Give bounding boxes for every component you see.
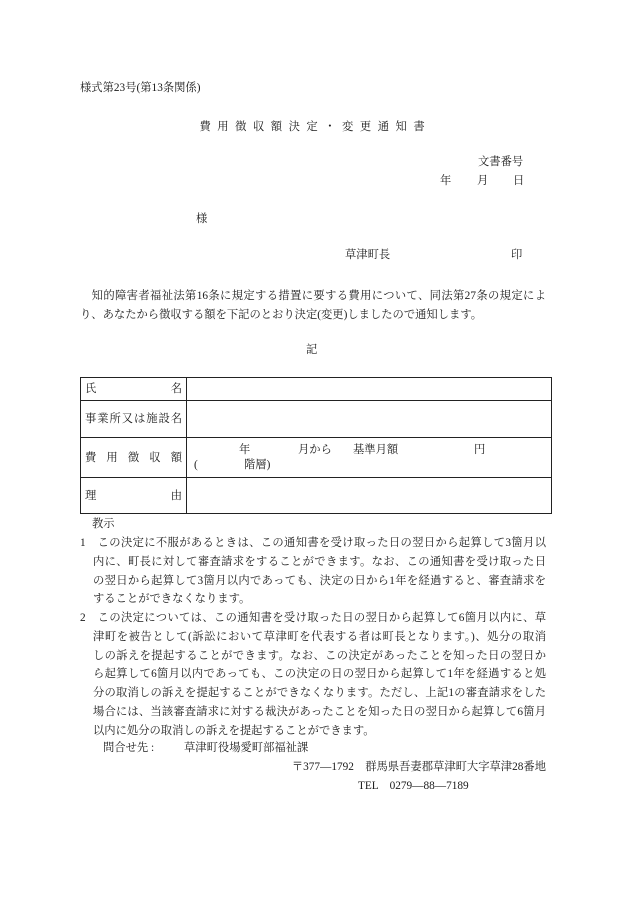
notice-line-1: 知的障害者福祉法第16条に規定する措置に要する費用について、同法第27条の規定によ xyxy=(80,290,546,302)
name-value-cell xyxy=(187,378,552,401)
document-number-label: 文書番号 xyxy=(478,156,524,168)
contact-address: 〒377―1792 群馬県吾妻郡草津町大字草津28番地 xyxy=(291,761,546,773)
name-label-cell xyxy=(81,378,187,401)
contact-department: 草津町役場愛町部福祉課 xyxy=(184,742,309,754)
instruction-2-line-2: 津町を被告として(訴訟において草津町を代表する者は町長となります。)、処分の取消 xyxy=(93,630,546,643)
instruction-2-line-3: しの訴えを提起することができます。なお、この決定があったことを知った日の翌日か xyxy=(93,649,546,662)
instruction-2-line-1: 2 この決定については、この通知書を受け取った日の翌日から起算して6箇月以内に、草 xyxy=(80,612,546,624)
fee-value-cell xyxy=(187,438,552,478)
fee-month-from: 月から xyxy=(298,444,332,456)
table-row-facility xyxy=(81,401,552,438)
reason-value-cell xyxy=(187,478,552,514)
instruction-2-line-6: 場合には、当該審査請求に対する裁決があったことを知った日の翌日から起算して6箇月 xyxy=(93,705,546,718)
table-row-reason xyxy=(81,478,552,514)
document-title: 費 用 徴 収 額 決 定 ・ 変 更 通 知 書 xyxy=(199,121,427,133)
record-heading: 記 xyxy=(306,344,318,356)
instruction-1-line-1: 1 この決定に不服があるときは、この通知書を受け取った日の翌日から起算して3箇月以 xyxy=(80,537,546,549)
addressee-suffix: 様 xyxy=(196,213,208,225)
instructions-list xyxy=(80,534,546,740)
contact-tel: TEL 0279―88―7189 xyxy=(358,780,469,792)
instruction-item-1 xyxy=(80,534,546,609)
fee-label: 費 用 徴 収 額 xyxy=(85,451,182,464)
fee-tier-paren-open: ( xyxy=(194,459,198,471)
instruction-1-line-3: の翌日から起算して3箇月以内であっても、決定の日から1年を経過すると、審査請求を xyxy=(93,574,546,587)
instruction-2-line-5: 分の取消しの訴えを提起することができなくなります。ただし、上記1の審査請求をした xyxy=(93,687,546,699)
date-month-label: 月 xyxy=(477,175,489,187)
fee-decision-table xyxy=(80,377,552,514)
instructions-heading: 教示 xyxy=(92,518,115,530)
fee-label-cell xyxy=(81,438,187,478)
fee-value-content xyxy=(187,438,551,477)
instruction-2-line-4: ら起算して6箇月以内であっても、この決定の日の翌日から起算して1年を経過すると処 xyxy=(93,668,546,681)
fee-yen-unit: 円 xyxy=(474,444,486,456)
reason-label: 理 由 xyxy=(85,489,182,502)
instruction-item-2 xyxy=(80,609,546,740)
facility-value-cell xyxy=(187,401,552,438)
date-day-label: 日 xyxy=(513,175,525,187)
form-number: 様式第23号(第13条関係) xyxy=(80,82,201,94)
fee-base-monthly-label: 基準月額 xyxy=(353,444,399,456)
facility-label: 事業所又は施設名 xyxy=(85,413,182,425)
date-year-label: 年 xyxy=(440,175,452,187)
name-label: 氏 名 xyxy=(85,383,182,395)
facility-label-cell xyxy=(81,401,187,438)
contact-separator: : xyxy=(151,742,155,754)
instruction-2-line-7: 以内に処分の取消しの訴えを提起することができます。 xyxy=(93,724,375,737)
instruction-1-line-2: 内に、町長に対して審査請求をすることができます。なお、この通知書を受け取った日 xyxy=(93,555,546,568)
reason-label-cell xyxy=(81,478,187,514)
instruction-1-line-4: することができなくなります。 xyxy=(93,593,251,606)
seal-mark: 印 xyxy=(511,249,523,261)
fee-tier-label: 階層) xyxy=(244,459,271,471)
table-row-fee xyxy=(81,438,552,478)
contact-label: 問合せ先 xyxy=(103,742,149,754)
notice-line-2: り、あなたから徴収する額を下記のとおり決定(変更)しましたので通知します。 xyxy=(80,308,483,321)
notice-paragraph xyxy=(80,287,546,324)
fee-year-unit: 年 xyxy=(239,444,251,456)
table-row-name xyxy=(81,378,552,401)
issuer-name: 草津町長 xyxy=(345,249,391,261)
